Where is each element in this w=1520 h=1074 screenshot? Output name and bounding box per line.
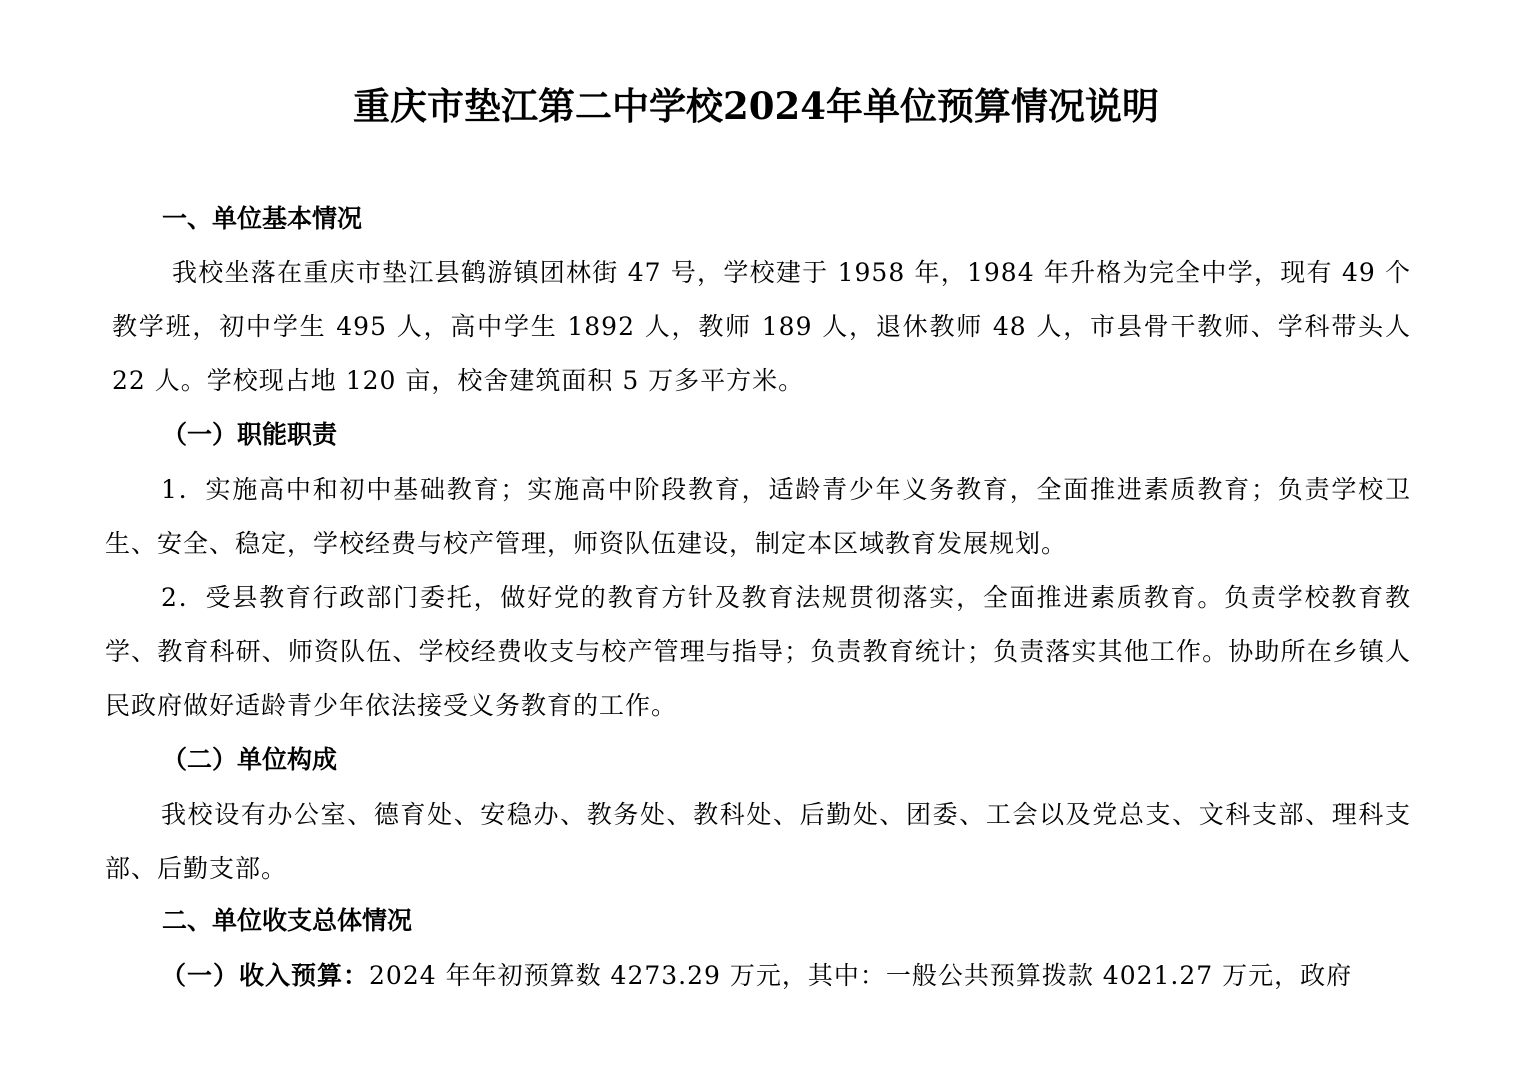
composition-paragraph: 我校设有办公室、德育处、安稳办、教务处、教科处、后勤处、团委、工会以及党总支、文科支部、理科支部、后勤支部。 [105,800,1411,883]
duty-item-1: 1．实施高中和初中基础教育；实施高中阶段教育，适龄青少年义务教育，全面推进素质教育；负责学校卫生、安全、稳定，学校经费与校产管理，师资队伍建设，制定本区域教育发展规划。 [105,475,1411,558]
section-heading-basic-info: 一、单位基本情况 [162,204,363,233]
basic-info-paragraph: 我校坐落在重庆市垫江县鹤游镇团林街 47 号，学校建于 1958 年，1984 年升格为完全中学，现有 49 个教学班，初中学生 495 人，高中学生 1892 人，教师 189 人，退休教师 48 人，市县骨干教师、学科带头人 22 人。学校现占地 120 亩，校舍建筑面积 5 万多平方米。 [112,258,1411,395]
duty-item-2: 2．受县教育行政部门委托，做好党的教育方针及教育法规贯彻落实，全面推进素质教育。负责学校教育教学、教育科研、师资队伍、学校经费收支与校产管理与指导；负责教育统计；负责落实其他工作。协助所在乡镇人民政府做好适龄青少年依法接受义务教育的工作。 [105,583,1411,720]
document-title: 重庆市垫江第二中学校2024年单位预算情况说明 [353,84,1159,128]
income-budget-paragraph [105,949,1411,1003]
income-budget-label: （一）收入预算： [161,961,370,990]
section-heading-budget-overview: 二、单位收支总体情况 [162,906,413,935]
income-budget-text: 2024 年年初预算数 4273.29 万元，其中：一般公共预算拨款 4021.27 万元，政府 [369,961,1353,990]
subsection-heading-duties: （一）职能职责 [162,420,338,449]
subsection-heading-composition: （二）单位构成 [162,745,338,774]
